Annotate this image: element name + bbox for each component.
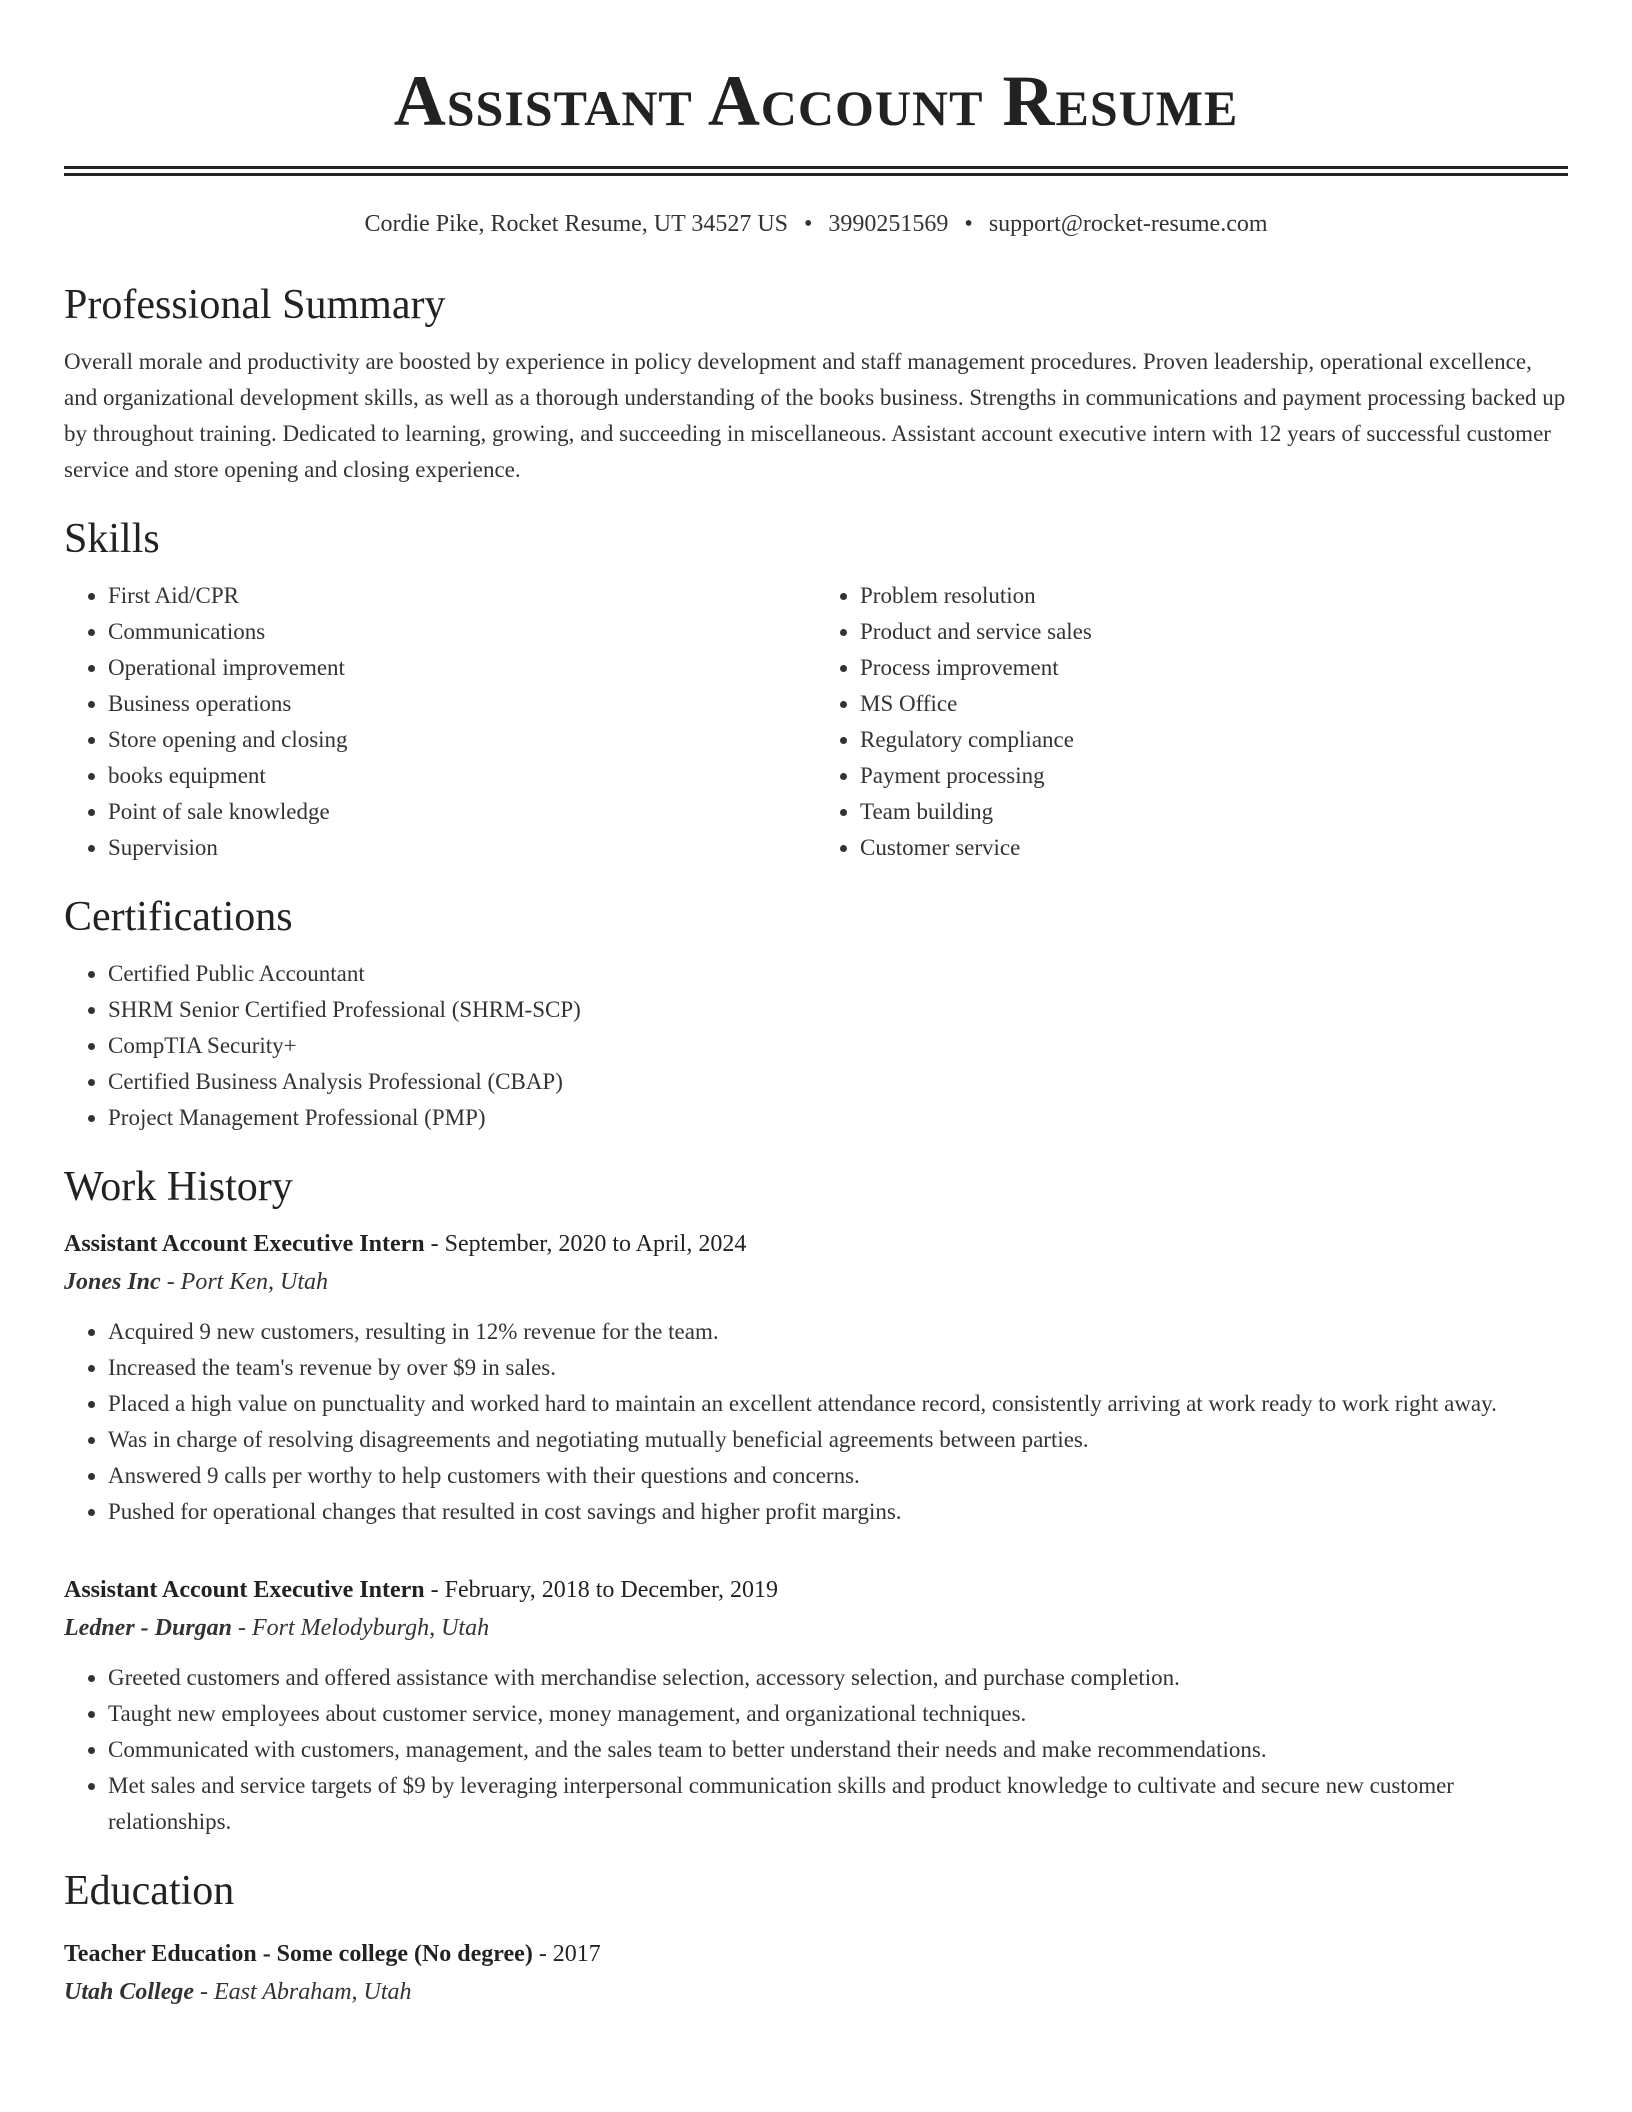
job-dates: - February, 2018 to December, 2019 <box>424 1577 779 1603</box>
job-title: Assistant Account Executive Intern <box>64 1231 425 1257</box>
job-company: Ledner - Durgan <box>64 1615 233 1641</box>
skill-item: • Regulatory compliance <box>860 722 1568 758</box>
job-entry <box>64 1572 1568 1840</box>
skill-item: • First Aid/CPR <box>108 578 816 614</box>
job-bullet: • Answered 9 calls per worthy to help customers with their questions and concerns. <box>108 1458 1568 1494</box>
title-divider <box>64 166 1568 176</box>
job-bullet: • Greeted customers and offered assistance with merchandise selection, accessory selection, and purchase completion. <box>108 1660 1568 1696</box>
job-bullet: • Acquired 9 new customers, resulting in 12% revenue for the team. <box>108 1314 1568 1350</box>
job-company-line <box>64 1608 1568 1648</box>
education-degree-line <box>64 1936 1568 1972</box>
page-title: Assistant Account Resume <box>393 61 1239 141</box>
summary-heading: Professional Summary <box>64 282 446 328</box>
job-title-line <box>64 1226 1568 1262</box>
job-location: - Port Ken, Utah <box>160 1269 329 1295</box>
education-heading: Education <box>64 1868 235 1914</box>
contact-separator: • <box>804 211 813 237</box>
certifications-heading: Certifications <box>64 894 293 940</box>
skill-item: • Product and service sales <box>860 614 1568 650</box>
skills-list-right <box>816 578 1568 866</box>
job-bullets <box>64 1660 1568 1840</box>
job-dates: - September, 2020 to April, 2024 <box>424 1231 747 1257</box>
education-year: - 2017 <box>532 1941 601 1967</box>
job-bullet: • Placed a high value on punctuality and worked hard to maintain an excellent attendance record, consistently arriving at work ready to work right away. <box>108 1386 1568 1422</box>
job-bullet: • Was in charge of resolving disagreements and negotiating mutually beneficial agreements between parties. <box>108 1422 1568 1458</box>
skill-item: • Point of sale knowledge <box>108 794 816 830</box>
skill-item: • Communications <box>108 614 816 650</box>
skill-item: • Problem resolution <box>860 578 1568 614</box>
skills-list-left <box>64 578 816 866</box>
skills-heading: Skills <box>64 516 160 562</box>
skill-item: • Operational improvement <box>108 650 816 686</box>
education-school: Utah College <box>64 1979 194 2005</box>
skill-item: • Store opening and closing <box>108 722 816 758</box>
contact-email: support@rocket-resume.com <box>988 211 1268 237</box>
certification-item: • Project Management Professional (PMP) <box>108 1100 1568 1136</box>
contact-phone: 3990251569 <box>828 211 949 237</box>
contact-separator: • <box>964 211 973 237</box>
skills-grid <box>64 564 1568 866</box>
job-bullet: • Met sales and service targets of $9 by leveraging interpersonal communication skills and product knowledge to cultivate and secure new customer relationships. <box>108 1768 1568 1840</box>
job-location: - Fort Melodyburgh, Utah <box>232 1615 490 1641</box>
job-bullet: • Taught new employees about customer service, money management, and organizational techniques. <box>108 1696 1568 1732</box>
job-bullet: • Pushed for operational changes that resulted in cost savings and higher profit margins. <box>108 1494 1568 1530</box>
contact-line <box>64 208 1568 240</box>
skill-item: • MS Office <box>860 686 1568 722</box>
education-school-line <box>64 1972 1568 2012</box>
skill-item: • Team building <box>860 794 1568 830</box>
certification-item: • SHRM Senior Certified Professional (SHRM-SCP) <box>108 992 1568 1028</box>
education-location: - East Abraham, Utah <box>194 1979 412 2005</box>
education-entry <box>64 1936 1568 2012</box>
work-history-heading: Work History <box>64 1164 293 1210</box>
skill-item: • Payment processing <box>860 758 1568 794</box>
job-entry <box>64 1226 1568 1530</box>
skill-item: • books equipment <box>108 758 816 794</box>
job-title-line <box>64 1572 1568 1608</box>
certification-item: • CompTIA Security+ <box>108 1028 1568 1064</box>
job-company-line <box>64 1262 1568 1302</box>
certification-item: • Certified Business Analysis Professional (CBAP) <box>108 1064 1568 1100</box>
job-bullet: • Communicated with customers, management, and the sales team to better understand their needs and make recommendations. <box>108 1732 1568 1768</box>
skill-item: • Supervision <box>108 830 816 866</box>
job-bullet: • Increased the team's revenue by over $9 in sales. <box>108 1350 1568 1386</box>
skill-item: • Business operations <box>108 686 816 722</box>
skill-item: • Customer service <box>860 830 1568 866</box>
summary-text: Overall morale and productivity are boosted by experience in policy development and staff management procedures. Proven leadership, operational excellence, and organizational development skills, as well as a thorough understanding of the books business. Strengths in communications and payment processing backed up by throughout training. Dedicated to learning, growing, and succeeding in miscellaneous. Assistant account executive intern with 12 years of successful customer service and store opening and closing experience. <box>64 349 1566 482</box>
skill-item: • Process improvement <box>860 650 1568 686</box>
job-title: Assistant Account Executive Intern <box>64 1577 425 1603</box>
job-bullets <box>64 1314 1568 1530</box>
contact-address: Cordie Pike, Rocket Resume, UT 34527 US <box>364 211 789 237</box>
education-degree: Teacher Education - Some college (No degree) <box>64 1941 533 1967</box>
job-company: Jones Inc <box>64 1269 161 1295</box>
certification-item: • Certified Public Accountant <box>108 956 1568 992</box>
certifications-list <box>64 956 1568 1136</box>
